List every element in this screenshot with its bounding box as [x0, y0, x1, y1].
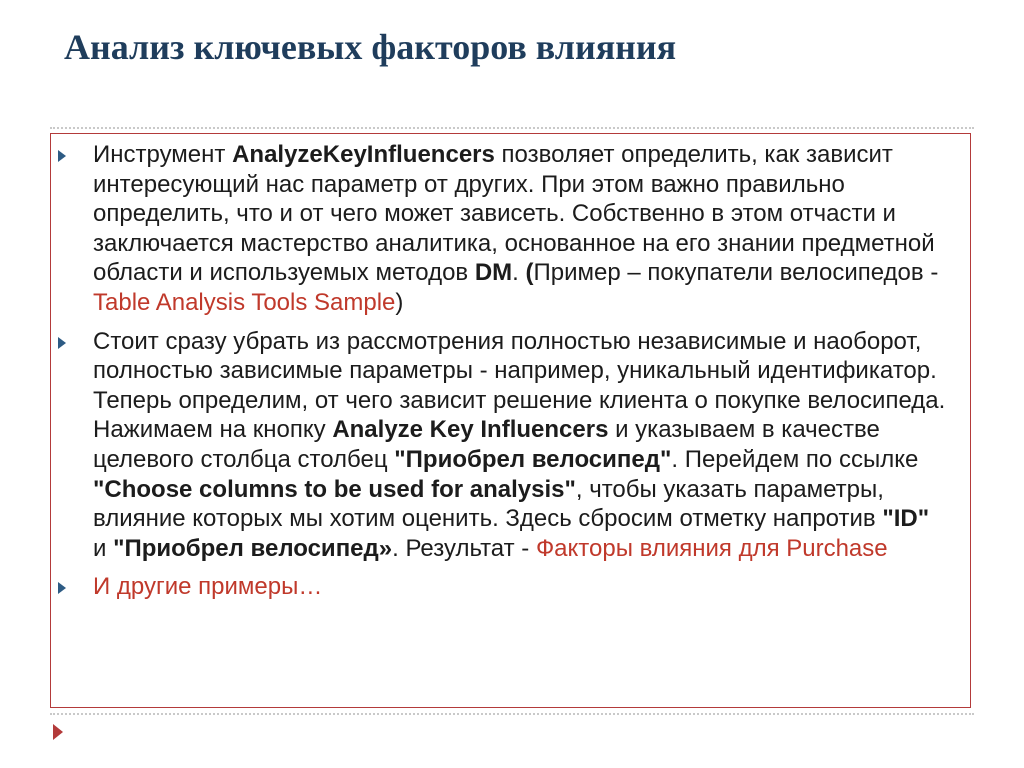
bullet-text: ) — [395, 288, 404, 316]
paren-open: ( — [525, 259, 534, 287]
bullet-text: Стоит сразу убрать из рассмотрения полностью независимые и наоборот, полностью зависимые параметры - например, уникальный идентификатор. Теперь определим, от чего зависит решение клиента о покупке велосипеда. Нажимаем на кнопку — [93, 327, 946, 444]
bullet-text: . Перейдем по ссылке — [671, 445, 919, 473]
column-name-2: "Приобрел велосипед» — [113, 534, 393, 562]
bullet-item-steps — [58, 327, 948, 564]
play-triangle-icon — [53, 724, 63, 740]
bullet-text: Пример – покупатели велосипедов - — [533, 259, 939, 287]
bullet-text: и — [93, 534, 114, 562]
id-column: "ID" — [882, 505, 930, 533]
more-examples-link[interactable]: И другие примеры… — [93, 573, 323, 601]
purchase-factors-link[interactable]: Факторы влияния для Purchase — [535, 534, 888, 562]
button-name: Analyze Key Influencers — [332, 416, 609, 444]
table-analysis-link[interactable]: Table Analysis Tools Sample — [93, 288, 396, 316]
slide-title: Анализ ключевых факторов влияния — [64, 27, 677, 67]
top-divider — [50, 127, 974, 129]
bullet-arrow-icon — [58, 337, 66, 349]
bullet-list — [58, 140, 948, 611]
bullet-item-more — [58, 572, 948, 602]
bottom-divider — [50, 713, 974, 715]
bullet-text: Инструмент — [93, 141, 233, 168]
column-name: "Приобрел велосипед" — [394, 445, 672, 473]
bullet-text: . Результат - — [392, 534, 536, 562]
bullet-item-tool — [58, 140, 948, 318]
tool-name: AnalyzeKeyInfluencers — [232, 141, 495, 168]
link-text: "Choose columns to be used for analysis" — [93, 475, 576, 503]
dm-term: DM — [474, 259, 513, 287]
bullet-text: , чтобы указать параметры, влияние которых мы хотим оценить. Здесь сбросим отметку напротив — [93, 475, 884, 533]
bullet-text: и указываем в качестве целевого столбца столбец — [93, 416, 880, 473]
bullet-text: позволяет определить, как зависит интересующий нас параметр от других. При этом важно правильно определить, что и от чего может зависеть. Собственно в этом отчасти и заключается мастерство аналитика, основанное на его знании предметной области и используемых методов — [93, 141, 935, 287]
bullet-arrow-icon — [58, 582, 66, 594]
bullet-arrow-icon — [58, 150, 66, 162]
bullet-text: . — [512, 259, 526, 287]
